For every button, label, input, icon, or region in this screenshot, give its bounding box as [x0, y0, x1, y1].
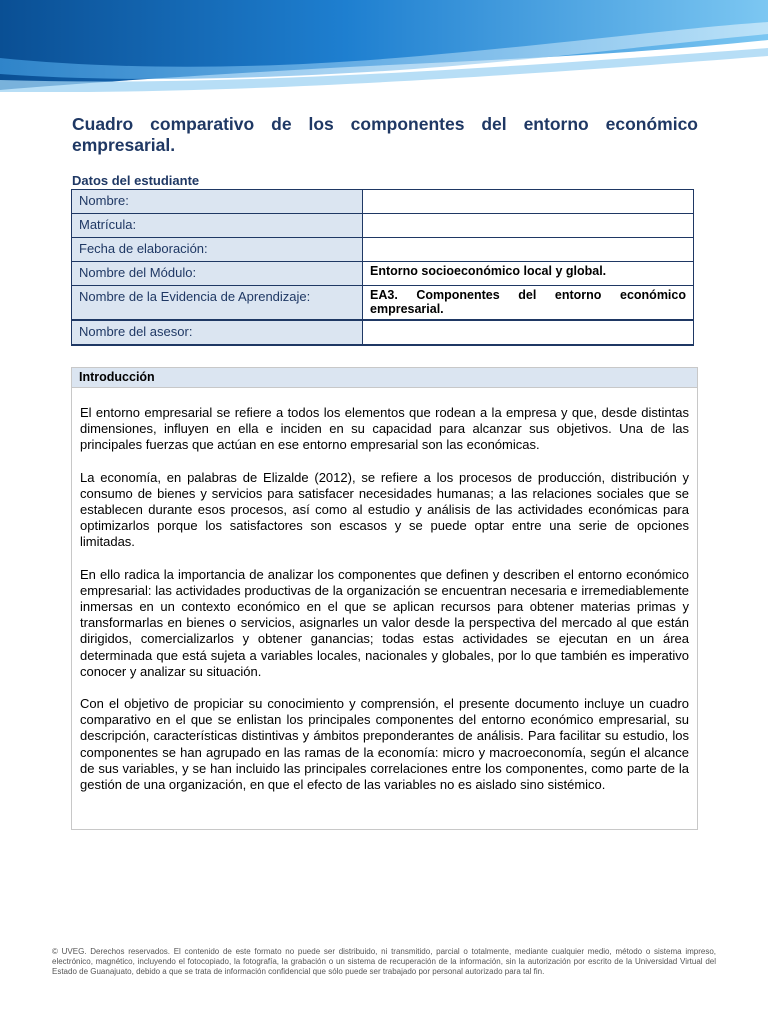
header-banner [0, 0, 768, 92]
title-word: Cuadro [72, 114, 134, 134]
advisor-field[interactable] [363, 320, 694, 345]
introduction-box [71, 367, 698, 830]
copyright-footer: © UVEG. Derechos reservados. El contenido de este formato no puede ser distribuido, ni transmitido, parcial o totalmente, mediante cualquier medio, método o sistema impreso, electrónico, magnético, incluyendo el fotocopiado, la fotografía, la grabación o un sistema de recuperación de la información, sin la autorización por escrito de la Universidad Virtual del Estado de Guanajuato, debido a que se trata de información confidencial que sólo puede ser trabajado por personal autorizado para tal fin. [52, 947, 716, 976]
title-word: del [481, 114, 507, 134]
title-word: de [271, 114, 292, 134]
row-label: Nombre de la Evidencia de Aprendizaje: [72, 286, 363, 321]
title-word: los [308, 114, 334, 134]
row-label: Nombre del Módulo: [72, 262, 363, 286]
table-row [72, 286, 694, 321]
title-word: comparativo [150, 114, 255, 134]
title-word: entorno [523, 114, 589, 134]
name-field[interactable] [363, 190, 694, 214]
row-label: Nombre: [72, 190, 363, 214]
table-row [72, 214, 694, 238]
module-name-field[interactable]: Entorno socioeconómico local y global. [363, 262, 694, 286]
date-field[interactable] [363, 238, 694, 262]
title-word: componentes [350, 114, 465, 134]
table-row [72, 262, 694, 286]
introduction-body [72, 388, 697, 793]
intro-paragraph: El entorno empresarial se refiere a todos los elementos que rodean a la empresa y que, desde distintas dimensiones, influyen en ella e inciden en su capacidad para alcanzar sus objetivos. Una de las principales fuerzas que actúan en ese entorno empresarial son las económicas. [80, 405, 689, 453]
title-line-2: empresarial. [72, 135, 176, 155]
document-title [72, 114, 698, 156]
intro-paragraph: Con el objetivo de propiciar su conocimiento y comprensión, el presente documento incluye un cuadro comparativo en el que se enlistan los principales componentes del entorno económico empresarial, su descripción, características distintivas y ámbitos preponderantes de análisis. Para facilitar su estudio, los componentes se han agrupado en las ramas de la economía: micro y macroeconomía, según el alcance de sus variables, y se han incluido las principales correlaciones entre los componentes, como parte de la gestión de una organización, en que el efecto de las variables no es aislado sino sistémico. [80, 696, 689, 793]
row-label: Nombre del asesor: [72, 320, 363, 345]
intro-paragraph: La economía, en palabras de Elizalde (2012), se refiere a los procesos de producción, distribución y consumo de bienes y servicios para satisfacer necesidades humanas; a las relaciones sociales que se establecen durante esos procesos, así como al estudio y análisis de las actividades económicas para optimizarlos porque los satisfactores son escasos y se puede optar entre una serie de opciones limitadas. [80, 469, 689, 550]
introduction-heading: Introducción [72, 368, 697, 388]
table-row [72, 238, 694, 262]
title-word: económico [605, 114, 698, 134]
enrollment-field[interactable] [363, 214, 694, 238]
student-data-table [71, 189, 694, 346]
table-row [72, 320, 694, 345]
student-data-heading: Datos del estudiante [72, 173, 200, 188]
evidence-name-field[interactable]: EA3. Componentes del entorno económico empresarial. [363, 286, 694, 321]
table-row [72, 190, 694, 214]
title-line-1 [72, 114, 698, 135]
blue-wave-header-icon [0, 0, 768, 92]
row-label: Matrícula: [72, 214, 363, 238]
intro-paragraph: En ello radica la importancia de analizar los componentes que definen y describen el entorno económico empresarial: las actividades productivas de la organización se encuentran necesaria e irremediablemente inmersas en un contexto económico en el que se aplican recursos para obtener materias primas y transformarlas en bienes o servicios, asignarles un valor desde la perspectiva del mercado al que están dirigidos, comercializarlos y obtener ganancias; todas estas actividades se ejecutan en un área determinada que está sujeta a variables locales, nacionales y globales, por lo que también es imperativo conocer y analizar su situación. [80, 566, 689, 679]
row-label: Fecha de elaboración: [72, 238, 363, 262]
